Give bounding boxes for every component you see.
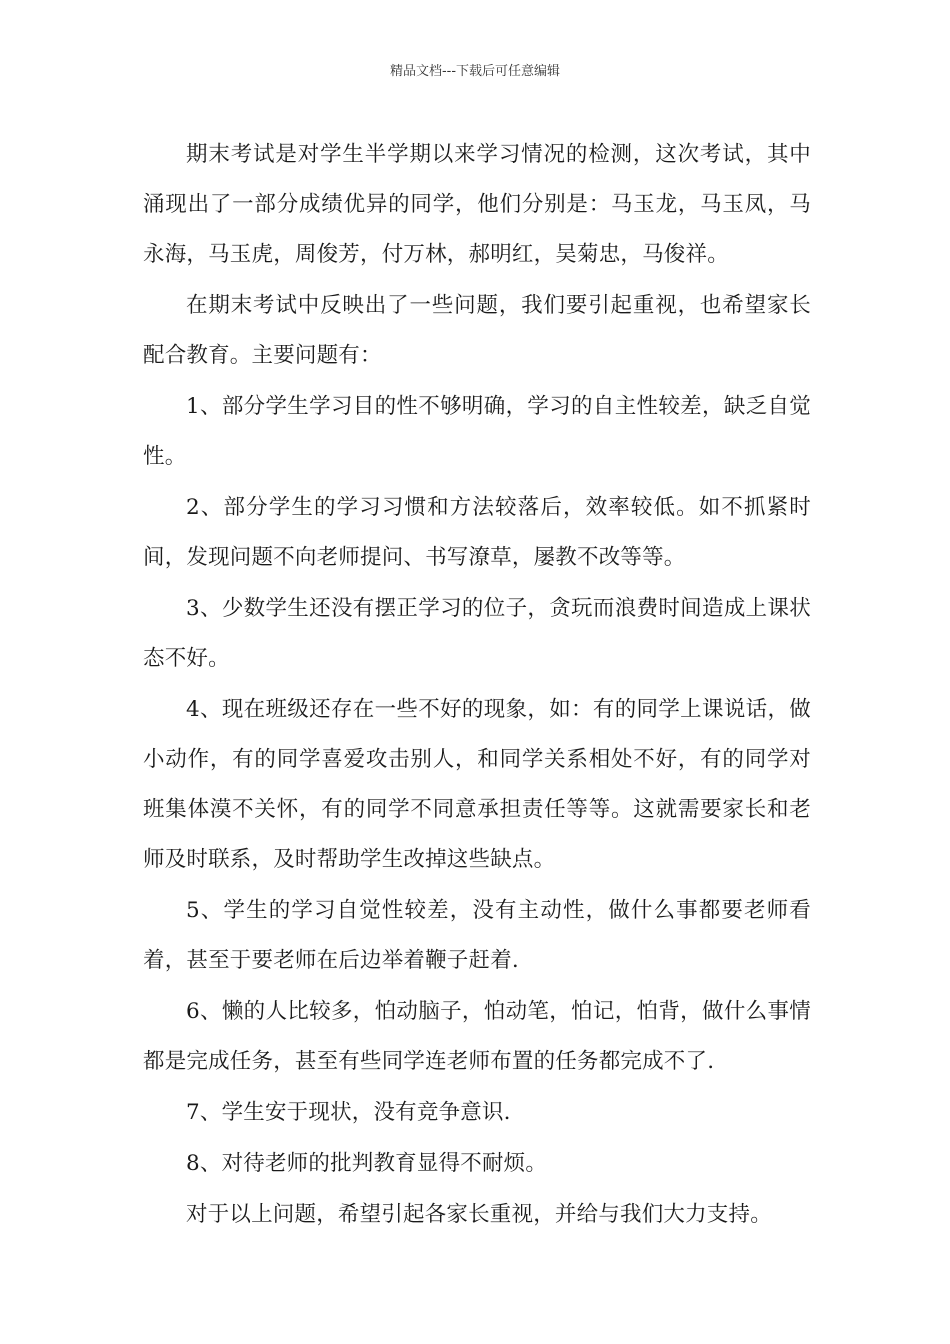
page-header: 精品文档---下载后可任意编辑: [389, 64, 561, 79]
paragraph-problem-7: 7、学生安于现状，没有竞争意识.: [186, 1100, 511, 1125]
paragraph-problem-5: 5、学生的学习自觉性较差，没有主动性，做什么事都要老师看着，甚至于要老师在后边举着鞭子赶着.: [143, 898, 811, 973]
paragraph-problem-2: 2、部分学生的学习习惯和方法较落后，效率较低。如不抓紧时间，发现问题不向老师提问、书写潦草，屡教不改等等。: [143, 495, 811, 570]
paragraph-conclusion: 对于以上问题，希望引起各家长重视，并给与我们大力支持。: [186, 1202, 772, 1227]
paragraph-problem-3: 3、少数学生还没有摆正学习的位子，贪玩而浪费时间造成上课状态不好。: [143, 596, 811, 671]
document-body: [143, 130, 811, 1241]
paragraph-problem-4: 4、现在班级还存在一些不好的现象，如：有的同学上课说话，做小动作，有的同学喜爱攻击别人，和同学关系相处不好，有的同学对班集体漠不关怀，有的同学不同意承担责任等等。这就需要家长和老师及时联系，及时帮助学生改掉这些缺点。: [143, 697, 811, 872]
paragraph-problem-1: 1、部分学生学习目的性不够明确，学习的自主性较差，缺乏自觉性。: [143, 394, 811, 469]
paragraph-problems-intro: 在期末考试中反映出了一些问题，我们要引起重视，也希望家长配合教育。主要问题有：: [143, 293, 811, 368]
paragraph-exam-intro: 期末考试是对学生半学期以来学习情况的检测，这次考试，其中涌现出了一部分成绩优异的同学，他们分别是：马玉龙，马玉凤，马永海，马玉虎，周俊芳，付万林，郝明红，吴菊忠，马俊祥。: [143, 142, 811, 267]
paragraph-problem-8: 8、对待老师的批判教育显得不耐烦。: [186, 1151, 548, 1176]
paragraph-problem-6: 6、懒的人比较多，怕动脑子，怕动笔，怕记，怕背，做什么事情都是完成任务，甚至有些同学连老师布置的任务都完成不了.: [143, 999, 811, 1074]
